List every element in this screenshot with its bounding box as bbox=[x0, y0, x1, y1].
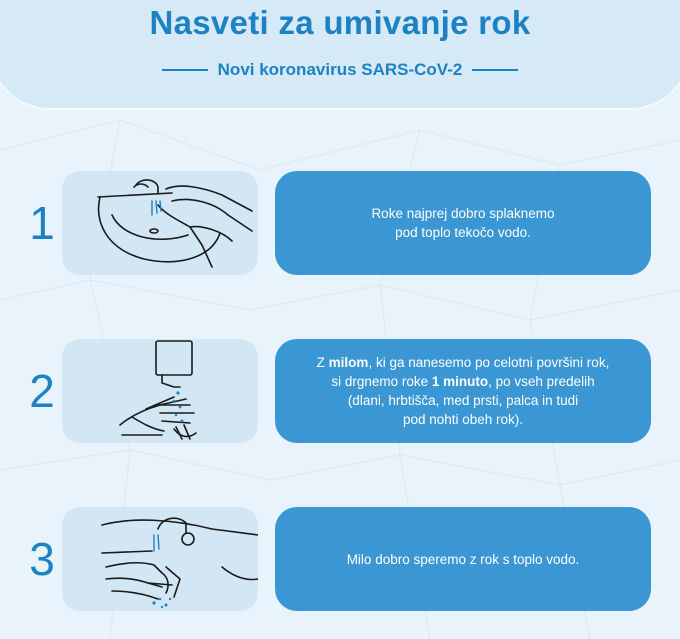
step-2-text-c: , ki ga nanesemo po celotni površini rok, bbox=[368, 355, 610, 370]
step-2-text bbox=[293, 353, 633, 429]
subtitle-row bbox=[0, 60, 680, 80]
subtitle-line-right bbox=[472, 69, 518, 71]
page-title: Nasveti za umivanje rok bbox=[149, 4, 531, 41]
step-1-line-1: Roke najprej dobro splaknemo bbox=[371, 206, 555, 221]
subtitle-line-left bbox=[162, 69, 208, 71]
step-3-illustration bbox=[62, 507, 258, 611]
step-3-number: 3 bbox=[29, 533, 55, 585]
rinsing-hands-icon bbox=[62, 507, 258, 611]
step-2-bold-duration: 1 minuto bbox=[431, 374, 489, 389]
step-3-line-1: Milo dobro speremo z rok s toplo vodo. bbox=[346, 551, 580, 567]
step-1-number: 1 bbox=[29, 197, 55, 249]
soap-dispenser-icon bbox=[62, 339, 258, 443]
step-1-text bbox=[293, 204, 633, 242]
step-1-illustration bbox=[62, 171, 258, 275]
step-2-card bbox=[275, 339, 651, 443]
step-2-number: 2 bbox=[29, 365, 55, 417]
step-1-card bbox=[275, 171, 651, 275]
step-2-text-a: Z bbox=[316, 355, 329, 370]
step-2-text-g: (dlani, hrbtišča, med prsti, palca in tudi bbox=[347, 393, 579, 408]
page-subtitle: Novi koronavirus SARS-CoV-2 bbox=[217, 60, 463, 79]
step-3-text bbox=[293, 550, 633, 569]
step-1-line-2: pod toplo tekočo vodo. bbox=[395, 225, 531, 240]
washbasin-tap-icon bbox=[62, 171, 258, 275]
step-2-text-f: , po vseh predelih bbox=[488, 374, 595, 389]
step-3-card bbox=[275, 507, 651, 611]
step-2-text-h: pod nohti obeh rok). bbox=[402, 412, 524, 427]
step-2-illustration bbox=[62, 339, 258, 443]
step-2-bold-soap: milom bbox=[328, 355, 369, 370]
step-2-text-d: si drgnemo roke bbox=[331, 374, 432, 389]
